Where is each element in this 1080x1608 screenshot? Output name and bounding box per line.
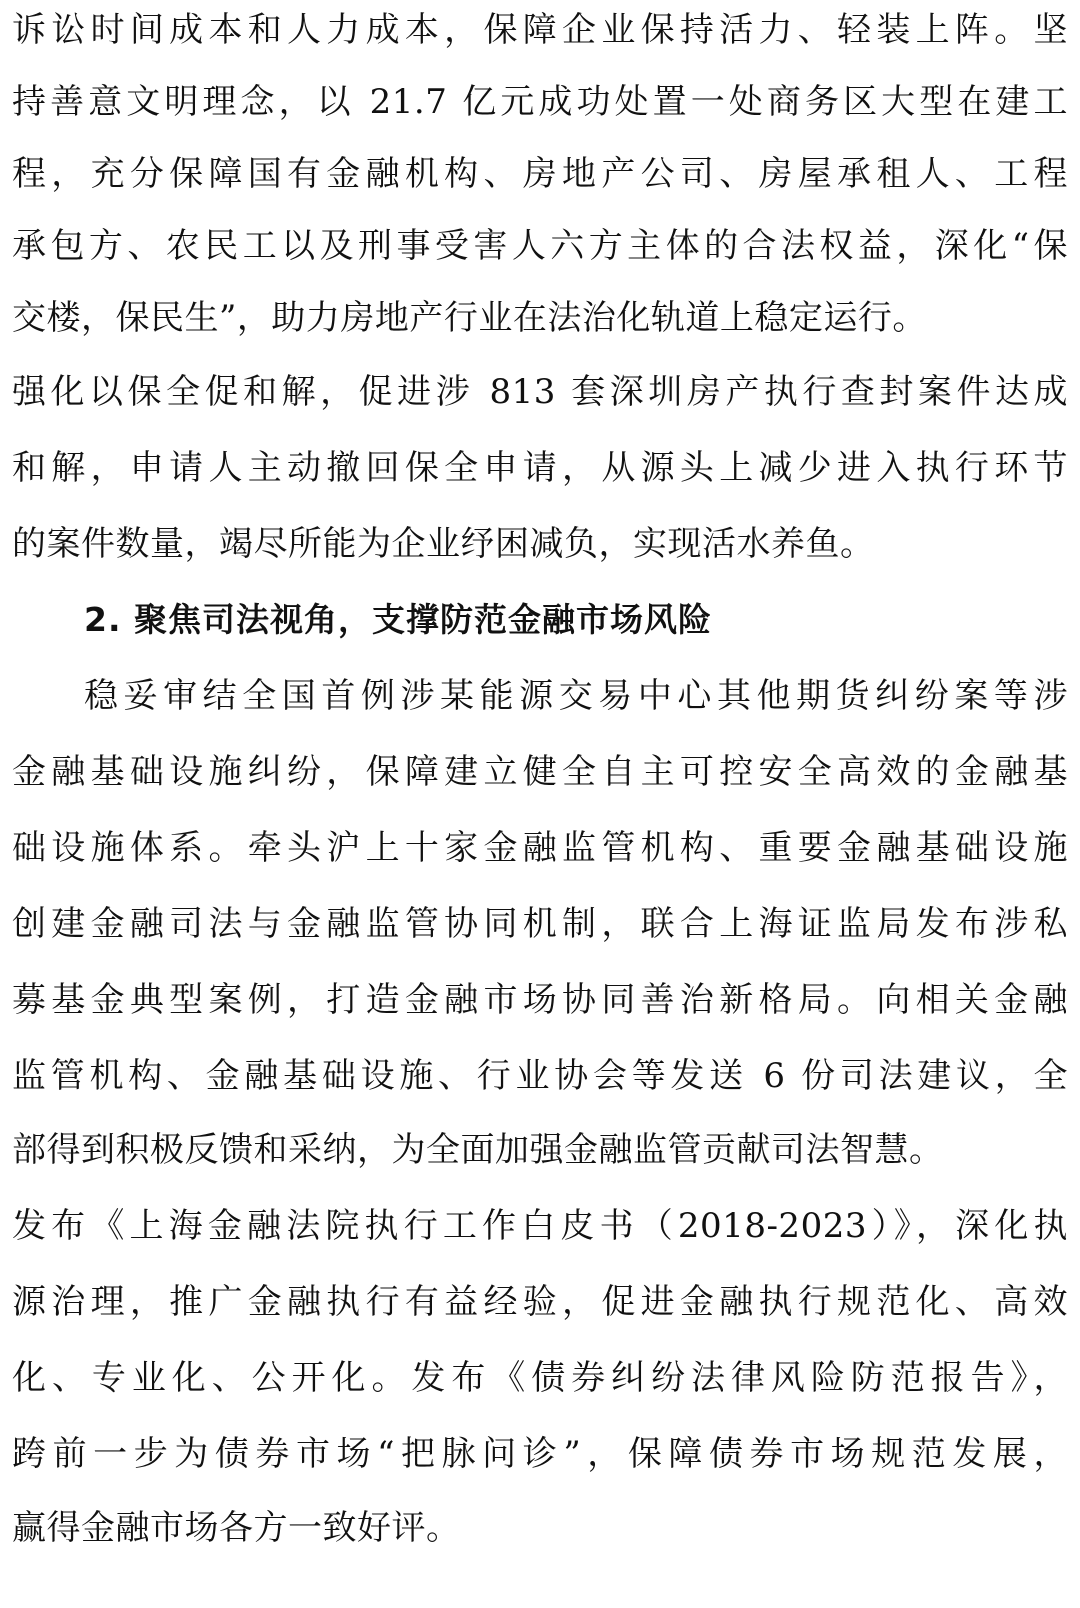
paragraph1-line-1: 诉讼时间成本和人力成本，保障企业保持活力、轻装上阵。坚 bbox=[12, 10, 1068, 50]
paragraph2-line-4: 创建金融司法与金融监管协同机制，联合上海证监局发布涉私 bbox=[12, 904, 1068, 944]
paragraph2-line-12: 赢得金融市场各方一致好评。 bbox=[12, 1508, 461, 1548]
paragraph2-line-11: 跨前一步为债券市场“把脉问诊”，保障债券市场规范发展， bbox=[12, 1434, 1068, 1474]
paragraph2-line-10: 化、专业化、公开化。发布《债券纠纷法律风险防范报告》， bbox=[12, 1358, 1068, 1398]
paragraph1-line-8: 的案件数量，竭尽所能为企业纾困减负，实现活水养鱼。 bbox=[12, 524, 875, 564]
paragraph2-line-2: 金融基础设施纠纷，保障建立健全自主可控安全高效的金融基 bbox=[12, 752, 1068, 792]
paragraph2-line-7: 部得到积极反馈和采纳，为全面加强金融监管贡献司法智慧。 bbox=[12, 1130, 944, 1170]
paragraph2-line-3: 础设施体系。牵头沪上十家金融监管机构、重要金融基础设施 bbox=[12, 828, 1068, 868]
paragraph1-line-5: 交楼，保民生”，助力房地产行业在法治化轨道上稳定运行。 bbox=[12, 298, 927, 338]
paragraph2-line-9: 源治理，推广金融执行有益经验，促进金融执行规范化、高效 bbox=[12, 1282, 1068, 1322]
paragraph1-line-2: 持善意文明理念，以 21.7 亿元成功处置一处商务区大型在建工 bbox=[12, 82, 1068, 122]
paragraph1-line-3: 程，充分保障国有金融机构、房地产公司、房屋承租人、工程 bbox=[12, 154, 1068, 194]
paragraph1-line-6: 强化以保全促和解，促进涉 813 套深圳房产执行查封案件达成 bbox=[12, 372, 1068, 412]
paragraph2-line-5: 募基金典型案例，打造金融市场协同善治新格局。向相关金融 bbox=[12, 980, 1068, 1020]
paragraph2-line-8: 发布《上海金融法院执行工作白皮书（2018-2023）》，深化执 bbox=[12, 1206, 1068, 1246]
paragraph2-line-6: 监管机构、金融基础设施、行业协会等发送 6 份司法建议，全 bbox=[12, 1056, 1068, 1096]
paragraph2-line-1: 稳妥审结全国首例涉某能源交易中心其他期货纠纷案等涉 bbox=[84, 676, 1068, 716]
section-heading: 2. 聚焦司法视角，支撑防范金融市场风险 bbox=[84, 600, 712, 639]
paragraph1-line-4: 承包方、农民工以及刑事受害人六方主体的合法权益，深化“保 bbox=[12, 226, 1068, 266]
paragraph1-line-7: 和解，申请人主动撤回保全申请，从源头上减少进入执行环节 bbox=[12, 448, 1068, 488]
